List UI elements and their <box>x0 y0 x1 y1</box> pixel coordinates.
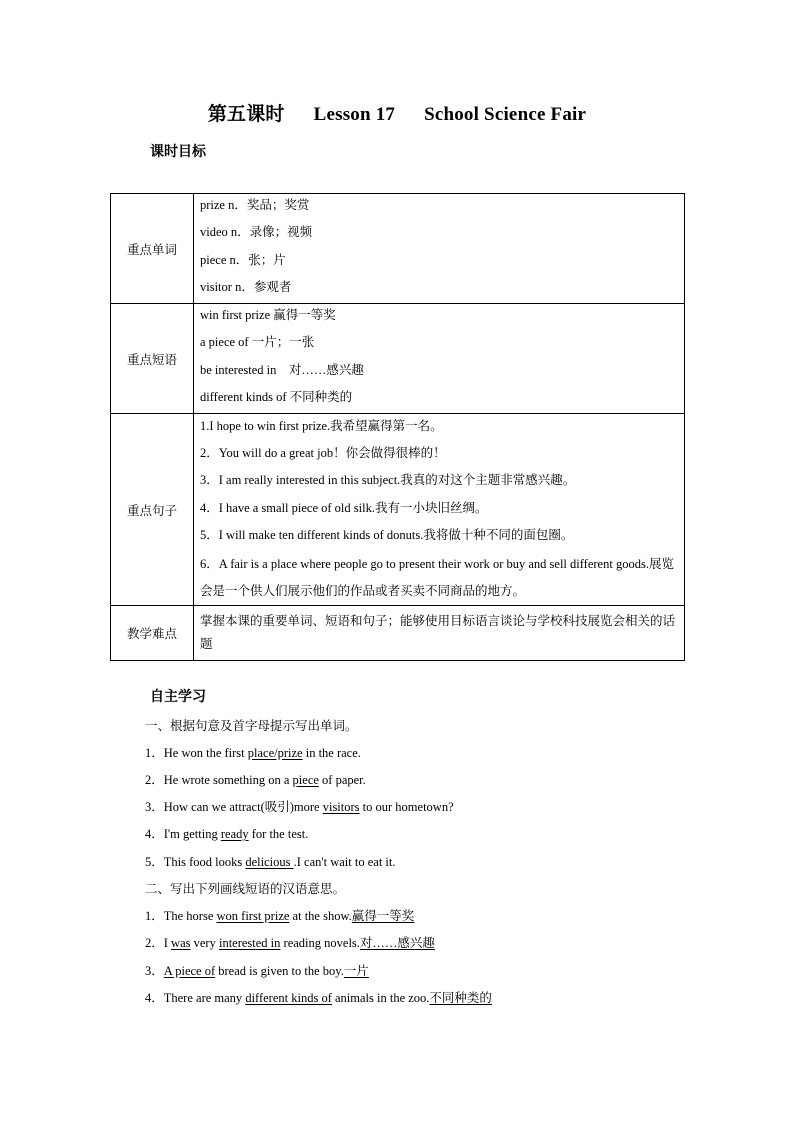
item-text: of paper. <box>318 773 366 787</box>
exercise-item <box>145 824 308 842</box>
item-text: 4．I'm getting <box>145 827 221 841</box>
answer-blank: 对……感兴趣 <box>359 936 435 950</box>
underlined-phrase: different kinds of <box>245 991 332 1005</box>
table-row <box>111 194 685 304</box>
item-text: to our hometown? <box>359 800 454 814</box>
content-line: 4．I have a small piece of old silk.我有一小块旧丝绸。 <box>200 500 488 515</box>
exercise-item <box>145 770 366 788</box>
underlined-phrase: was <box>171 936 191 950</box>
item-text: 5．This food looks <box>145 855 246 869</box>
answer-blank: 一片 <box>343 964 369 978</box>
goals-table <box>110 193 685 661</box>
title-part3: School Science Fair <box>424 104 587 125</box>
content-line: 掌握本课的重要单词、短语和句子；能够使用目标语言谈论与学校科技展览会相关的话题 <box>200 612 676 651</box>
content-line: be interested in 对……感兴趣 <box>200 362 364 377</box>
goals-heading: 课时目标 <box>150 144 206 160</box>
item-text: 2．He wrote something on a <box>145 773 293 787</box>
item-text: animals in the zoo. <box>331 991 430 1005</box>
row-label: 重点短语 <box>111 304 194 414</box>
table-row <box>111 606 685 661</box>
item-text: 3． <box>145 964 164 978</box>
row-content <box>194 414 685 606</box>
content-line: different kinds of 不同种类的 <box>200 390 353 405</box>
answer-blank: place/prize <box>247 746 303 760</box>
content-line: 2．You will do a great job！你会做得很棒的！ <box>200 445 446 460</box>
exercise-item <box>145 743 361 761</box>
content-line: 1.I hope to win first prize.我希望赢得第一名。 <box>200 418 443 433</box>
item-text: 3．How can we attract(吸引)more <box>145 800 323 814</box>
content-line: a piece of 一片；一张 <box>200 335 315 350</box>
item-text: 4．There are many <box>145 991 246 1005</box>
content-line: prize n．奖品；奖赏 <box>200 198 310 212</box>
underlined-phrase: won first prize <box>216 909 290 923</box>
content-line: win first prize 赢得一等奖 <box>200 308 336 323</box>
item-text: for the test. <box>248 827 309 841</box>
row-content <box>194 194 685 304</box>
page-title <box>0 99 794 126</box>
answer-blank: visitors <box>322 800 360 814</box>
exercise-item <box>145 988 492 1006</box>
answer-blank: 不同种类的 <box>429 991 492 1005</box>
answer-blank: piece <box>292 773 319 787</box>
item-text: 2．I <box>145 936 172 950</box>
exercise-item <box>145 852 396 870</box>
item-text: reading novels. <box>280 936 360 950</box>
content-line: piece n．张；片 <box>200 252 286 267</box>
row-label: 教学难点 <box>111 606 194 661</box>
content-line: 5．I will make ten different kinds of donuts.我将做十种不同的面包圈。 <box>200 527 574 542</box>
title-part2: Lesson 17 <box>313 104 396 125</box>
item-text: in the race. <box>302 746 361 760</box>
exercise-item <box>145 961 369 979</box>
underlined-phrase: A piece of <box>163 964 216 978</box>
row-content <box>194 304 685 414</box>
row-label: 重点单词 <box>111 194 194 304</box>
content-line: video n．录像；视频 <box>200 225 313 240</box>
item-text: .I can't wait to eat it. <box>293 855 396 869</box>
item-text: bread is given to the boy. <box>215 964 344 978</box>
answer-blank: ready <box>220 827 249 841</box>
content-line: 3．I am really interested in this subject.我真的对这个主题非常感兴趣。 <box>200 473 576 488</box>
content-line: visitor n．参观者 <box>200 279 292 294</box>
underlined-phrase: interested in <box>218 936 281 950</box>
item-text: very <box>190 936 219 950</box>
content-line: 6．A fair is a place where people go to present their work or buy and sell different goods.展览会是一个供人们展示他们的作品或者买卖不同商品的地方。 <box>200 557 674 599</box>
item-text: 1．He won the first <box>145 746 248 760</box>
table-row <box>111 304 685 414</box>
item-text: at the show. <box>289 909 352 923</box>
answer-blank: delicious <box>245 855 294 869</box>
exercise-item <box>145 797 454 815</box>
table-row <box>111 414 685 606</box>
study-heading: 自主学习 <box>150 689 206 705</box>
title-part1: 第五课时 <box>207 104 285 125</box>
answer-blank: 赢得一等奖 <box>351 909 415 923</box>
row-label: 重点句子 <box>111 414 194 606</box>
item-text: 1．The horse <box>145 909 217 923</box>
row-content <box>194 606 685 661</box>
exercise-item <box>145 906 414 924</box>
section1-heading: 一、根据句意及首字母提示写出单词。 <box>145 718 358 733</box>
exercise-item <box>145 933 435 951</box>
section2-heading: 二、写出下列画线短语的汉语意思。 <box>145 881 346 896</box>
